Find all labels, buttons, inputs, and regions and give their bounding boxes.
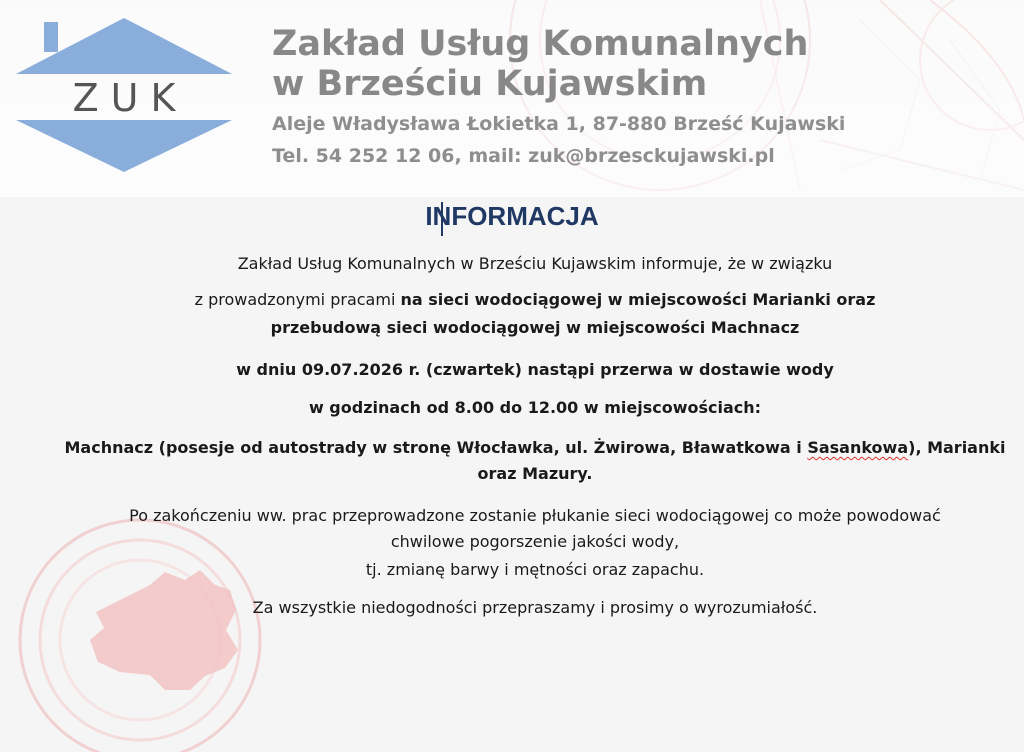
paragraph-locations: [40, 436, 1024, 460]
organization-header: [272, 24, 845, 172]
paragraph-flushing-line1: Po zakończeniu ww. prac przeprowadzone zostanie płukanie sieci wodociągowej co może powodować: [129, 506, 941, 525]
paragraph-flushing-line2: chwilowe pogorszenie jakości wody,: [390, 532, 680, 551]
spellcheck-word: Sasankowa: [807, 438, 909, 457]
logo-text: ZUK: [72, 76, 188, 120]
paragraph-flushing-line3: tj. zmianę barwy i mętności oraz zapachu.: [365, 560, 705, 579]
zuk-logo: [14, 14, 234, 176]
org-name-line1: Zakład Usług Komunalnych: [272, 24, 809, 64]
paragraph-works: [40, 288, 1024, 312]
map-shape: [90, 570, 238, 690]
works-plain: z prowadzonymi pracami: [194, 290, 401, 309]
works-bold: na sieci wodociągowej w miejscowości Marianki oraz: [400, 290, 876, 309]
notice-title: INFORMACJA: [425, 201, 599, 231]
paragraph-works-line2: przebudową sieci wodociągowej w miejscowości Machnacz: [270, 318, 800, 337]
locations-a: Machnacz (posesje od autostrady w stronę Włocławka, ul. Żwirowa, Bławatkowa i: [64, 438, 808, 457]
org-name-line2: w Brześciu Kujawskim: [272, 64, 708, 104]
paragraph-intro: Zakład Usług Komunalnych w Brześciu Kujawskim informuje, że w związku: [237, 254, 833, 273]
paragraph-date: w dniu 09.07.2026 r. (czwartek) nastąpi przerwa w dostawie wody: [236, 360, 834, 379]
org-address: Aleje Władysława Łokietka 1, 87-880 Brześć Kujawski: [272, 113, 846, 135]
paragraph-hours: w godzinach od 8.00 do 12.00 w miejscowościach:: [308, 398, 762, 417]
paragraph-apology: Za wszystkie niedogodności przepraszamy i prosimy o wyrozumiałość.: [252, 598, 818, 617]
locations-b: ), Marianki: [908, 438, 1006, 457]
paragraph-locations-line2: oraz Mazury.: [477, 464, 593, 483]
org-contact: Tel. 54 252 12 06, mail: zuk@brzesckujawski.pl: [272, 145, 775, 167]
